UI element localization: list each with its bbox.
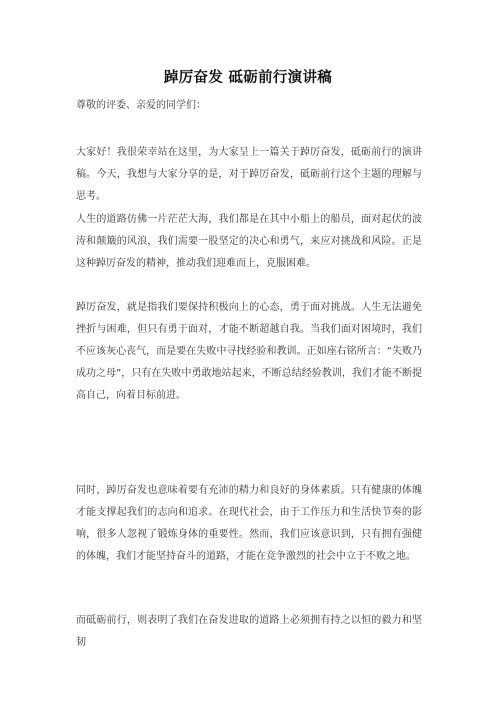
paragraph-health: 同时，踔厉奋发也意味着要有充沛的精力和良好的身体素质。只有健康的体魄才能支撑起我们的志向和追求。在现代社会，由于工作压力和生活快节奏的影响，很多人忽视了锻炼身体的重要性。然而，我们应该意识到，只有拥有强健的体魄，我们才能坚持奋斗的道路，才能在竞争激烈的社会中立于不败之地。 bbox=[76, 485, 422, 562]
paragraph-sea-metaphor: 人生的道路仿佛一片茫茫大海，我们都是在其中小船上的船员，面对起伏的波涛和颠簸的风浪，我们需要一股坚定的决心和勇气，来应对挑战和风险。正是这种踔厉奋发的精神，推动我们迎难而上，克服困难。 bbox=[76, 214, 422, 269]
paragraph-face-challenges: 踔厉奋发，就是指我们要保持积极向上的心态，勇于面对挑战。人生无法避免挫折与困难，但只有勇于面对，才能不断超越自我。当我们面对困境时，我们不应该灰心丧气，而是要在失败中寻找经验和教训。正如座右铭所言：“失败乃成功之母”，只有在失败中勇敢地站起来，不断总结经验教训，我们才能不断提高自己，向着目标前进。 bbox=[76, 302, 422, 401]
document-title: 踔厉奋发 砥砺前行演讲稿 bbox=[163, 70, 333, 86]
greeting-line: 尊敬的评委、亲爱的同学们： bbox=[76, 100, 206, 111]
paragraph-perseverance: 而砥砺前行，则表明了我们在奋发进取的道路上必须拥有持之以恒的毅力和坚韧 bbox=[76, 615, 422, 648]
paragraph-intro: 大家好！我很荣幸站在这里，为大家呈上一篇关于踔厉奋发，砥砺前行的演讲稿。今天，我想与大家分享的是，对于踔厉奋发，砥砺前行这个主题的理解与思考。 bbox=[76, 147, 422, 202]
